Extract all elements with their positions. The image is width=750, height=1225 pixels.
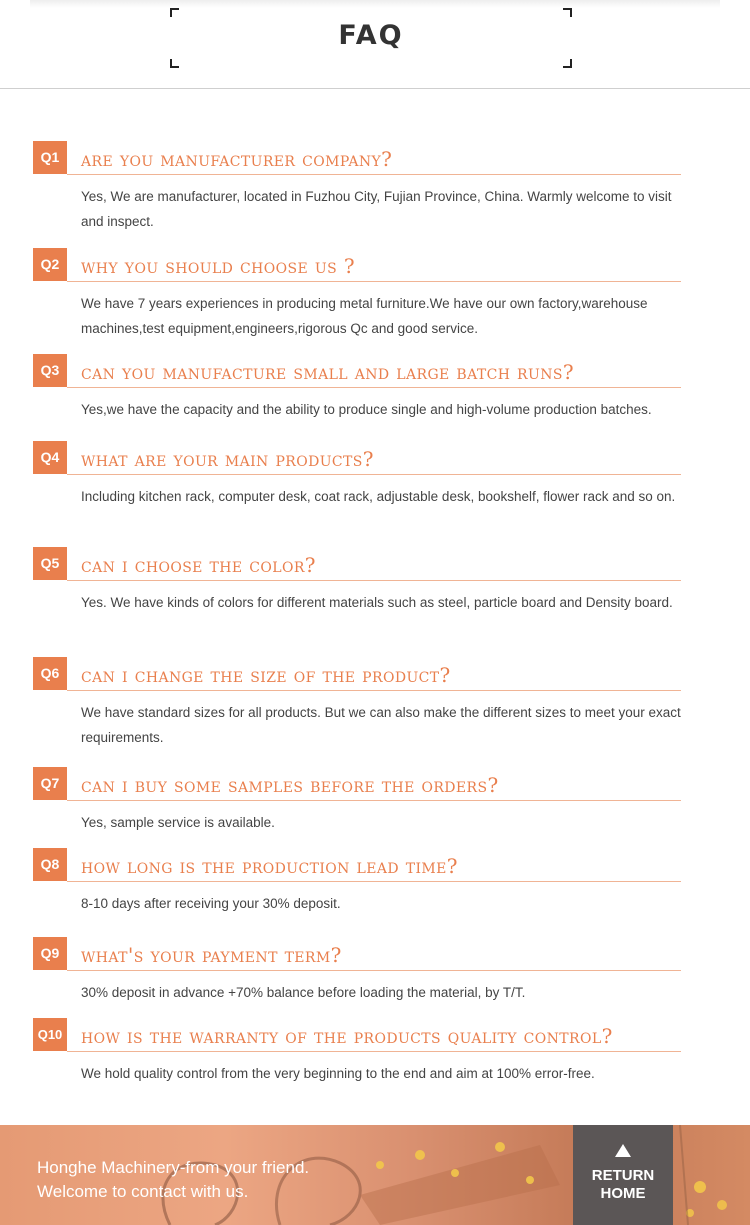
header-shadow	[30, 0, 720, 8]
footer-tagline-line1: Honghe Machinery-from your friend.	[37, 1158, 310, 1177]
answer-text: Including kitchen rack, computer desk, coat rack, adjustable desk, bookshelf, flower rack and so on.	[81, 489, 676, 504]
title-frame	[170, 8, 572, 68]
question-title: are you manufacturer company?	[81, 147, 393, 171]
question-number-badge: Q10	[33, 1018, 67, 1051]
answer-text: 30% deposit in advance +70% balance before loading the material, by T/T.	[81, 985, 526, 1000]
header-divider	[0, 88, 750, 89]
answer-text: We have standard sizes for all products. But we can also make the different sizes to meet your exact requirements.	[81, 705, 681, 745]
question-underline	[67, 800, 681, 801]
return-home-label-line1: RETURN	[591, 1167, 655, 1184]
question-underline	[67, 580, 681, 581]
answer-text: We have 7 years experiences in producing metal furniture.We have our own factory,warehouse machines,test equipment,engineers,rigorous Qc and good service.	[81, 296, 648, 336]
question-number-badge: Q6	[33, 657, 67, 690]
question-underline	[67, 881, 681, 882]
question-underline	[67, 474, 681, 475]
question-title: how is the warranty of the products quality control?	[81, 1024, 613, 1048]
question-underline	[67, 970, 681, 971]
question-underline	[67, 281, 681, 282]
footer-tagline-line2: Welcome to contact with us.	[37, 1182, 249, 1201]
question-title: how long is the production lead time?	[81, 854, 458, 878]
question-number-badge: Q8	[33, 848, 67, 881]
answer-text: We hold quality control from the very beginning to the end and aim at 100% error-free.	[81, 1066, 595, 1081]
answer-text: 8-10 days after receiving your 30% deposit.	[81, 896, 341, 911]
faq-header	[0, 0, 750, 89]
question-number-badge: Q3	[33, 354, 67, 387]
answer-text: Yes. We have kinds of colors for different materials such as steel, particle board and Density board.	[81, 595, 673, 610]
question-title: what are your main products?	[81, 447, 374, 471]
answer-text: Yes, sample service is available.	[81, 815, 275, 830]
return-home-label-line2: HOME	[600, 1185, 646, 1202]
question-number-badge: Q2	[33, 248, 67, 281]
question-number-badge: Q9	[33, 937, 67, 970]
question-number-badge: Q1	[33, 141, 67, 174]
footer-tagline	[37, 1156, 309, 1204]
question-title: can i choose the color?	[81, 553, 316, 577]
question-number-badge: Q7	[33, 767, 67, 800]
frame-corner	[170, 8, 179, 17]
return-home-button[interactable]	[573, 1125, 673, 1225]
frame-corner	[170, 59, 179, 68]
return-home-label	[573, 1167, 673, 1203]
question-underline	[67, 387, 681, 388]
question-number-badge: Q5	[33, 547, 67, 580]
frame-corner	[563, 59, 572, 68]
answer-text: Yes, We are manufacturer, located in Fuzhou City, Fujian Province, China. Warmly welcome to visit and inspect.	[81, 189, 672, 229]
page-title: FAQ	[338, 20, 404, 51]
question-title: can you manufacture small and large batch runs?	[81, 360, 574, 384]
question-number-badge: Q4	[33, 441, 67, 474]
question-title: can i buy some samples before the orders?	[81, 773, 499, 797]
question-underline	[67, 690, 681, 691]
question-underline	[67, 174, 681, 175]
question-underline	[67, 1051, 681, 1052]
question-title: why you should choose us ?	[81, 254, 355, 278]
answer-text: Yes,we have the capacity and the ability to produce single and high-volume production batches.	[81, 402, 652, 417]
footer-banner	[0, 1125, 750, 1225]
triangle-up-icon	[615, 1144, 631, 1157]
question-title: can i change the size of the product?	[81, 663, 451, 687]
frame-corner	[563, 8, 572, 17]
question-title: what's your payment term?	[81, 943, 342, 967]
